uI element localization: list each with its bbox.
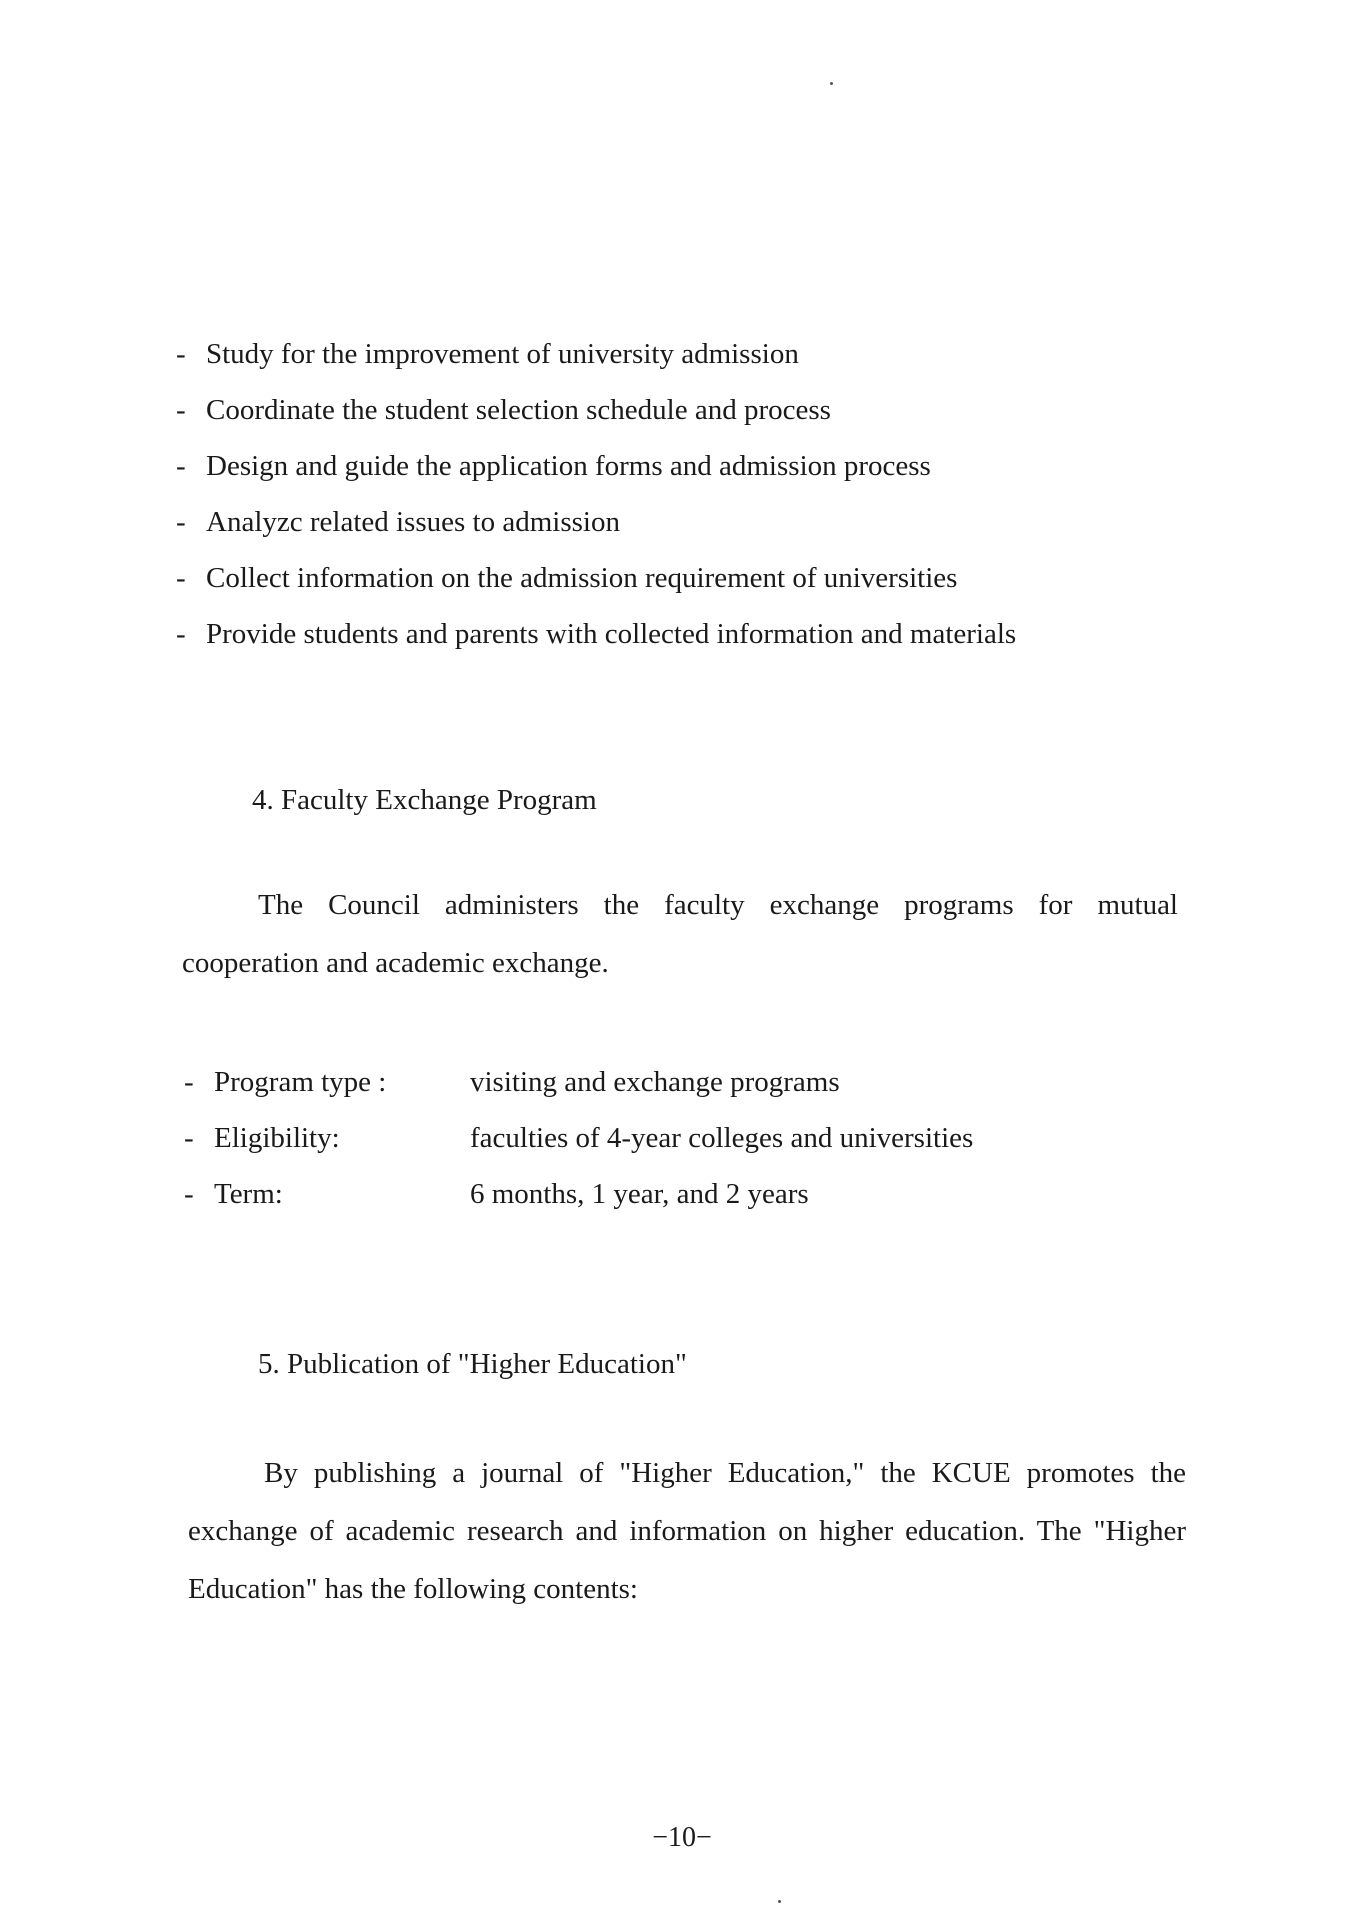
list-item: - Study for the improvement of university admission xyxy=(176,338,799,370)
program-details xyxy=(184,1054,973,1222)
program-label: Program type : xyxy=(214,1066,387,1098)
admission-task-list xyxy=(176,326,1016,662)
program-row: - Term: 6 months, 1 year, and 2 years xyxy=(184,1166,973,1222)
program-label: Term: xyxy=(214,1178,283,1210)
list-item: - Collect information on the admission requirement of universities xyxy=(176,562,958,594)
list-item: - Design and guide the application forms and admission process xyxy=(176,450,931,482)
list-item-text: Provide students and parents with collected information and materials xyxy=(206,618,1017,650)
scan-speck xyxy=(778,1900,781,1903)
list-item-text: Design and guide the application forms and admission process xyxy=(206,450,931,482)
page-number: −10− xyxy=(652,1822,712,1853)
section-heading-faculty-exchange: 4. Faculty Exchange Program xyxy=(252,784,597,816)
list-item-text: Study for the improvement of university admission xyxy=(206,338,799,370)
list-item: - Analyzc related issues to admission xyxy=(176,506,620,538)
list-item-text: Collect information on the admission requirement of universities xyxy=(206,562,958,594)
faculty-exchange-paragraph-text: The Council administers the faculty exchange programs for mutual cooperation and academic exchange. xyxy=(182,889,1178,979)
scan-speck xyxy=(830,82,833,85)
program-label: Eligibility: xyxy=(214,1122,340,1154)
publication-paragraph-text: By publishing a journal of "Higher Education," the KCUE promotes the exchange of academic research and information on higher education. The "Higher Education" has the following contents: xyxy=(188,1457,1186,1605)
list-item-text: Analyzc related issues to admission xyxy=(206,506,620,538)
program-value: 6 months, 1 year, and 2 years xyxy=(470,1178,809,1210)
list-item-text: Coordinate the student selection schedule and process xyxy=(206,394,831,426)
program-row: - Eligibility: faculties of 4-year colleges and universities xyxy=(184,1110,973,1166)
program-value: faculties of 4-year colleges and universities xyxy=(470,1122,974,1154)
faculty-exchange-paragraph xyxy=(182,876,1178,992)
program-row: - Program type : visiting and exchange programs xyxy=(184,1054,973,1110)
list-item: - Coordinate the student selection schedule and process xyxy=(176,394,831,426)
list-item: - Provide students and parents with collected information and materials xyxy=(176,618,1017,650)
section-heading-publication: 5. Publication of "Higher Education" xyxy=(258,1348,687,1380)
program-value: visiting and exchange programs xyxy=(470,1066,840,1098)
publication-paragraph xyxy=(188,1444,1186,1618)
